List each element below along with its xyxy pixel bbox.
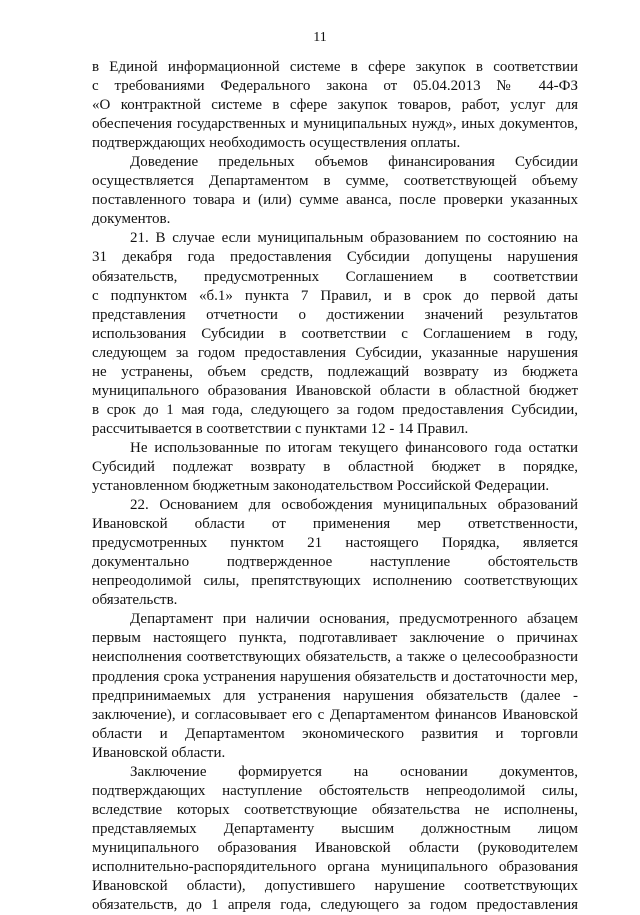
text-line: документов.	[92, 211, 171, 228]
text-line: Ивановской области), допустившего нарушение соответствующих	[92, 878, 578, 895]
text-line: использования Субсидии в соответствии с Соглашением в году,	[92, 325, 578, 342]
paragraph	[92, 58, 578, 153]
paragraph	[92, 610, 578, 762]
text-line: Доведение предельных объемов финансирования Субсидии	[130, 154, 578, 171]
text-line: рассчитывается в соответствии с пунктами 12 - 14 Правил.	[92, 420, 469, 437]
text-line: Ивановской области от применения мер ответственности,	[92, 516, 578, 533]
text-line: представления отчетности о достижении значений результатов	[92, 306, 578, 323]
text-line: обязательств.	[92, 592, 178, 609]
text-line: Ивановской области.	[92, 744, 226, 761]
text-line: муниципального образования Ивановской области в областной бюджет	[92, 382, 578, 399]
text-line: с требованиями Федерального закона от 05.04.2013 № 44-ФЗ	[92, 78, 578, 95]
paragraph	[92, 439, 578, 496]
text-line: непреодолимой силы, препятствующих исполнению соответствующих	[92, 573, 578, 590]
text-line: в срок до 1 мая года, следующего за годом предоставления Субсидии,	[92, 401, 578, 418]
text-line: предусмотренных пунктом 21 настоящего Порядка, является	[92, 535, 578, 552]
page-number: 11	[313, 30, 327, 45]
text-line: Департамент при наличии основания, предусмотренного абзацем	[130, 611, 578, 628]
text-line: не устранены, объем средств, подлежащий возврату из бюджета	[92, 363, 578, 380]
text-line: поставленного товара и (или) сумме аванса, после проверки указанных	[92, 192, 578, 209]
text-line: представляемых Департаменту высшим должностным лицом	[92, 820, 578, 837]
text-line: установленном бюджетным законодательством Российской Федерации.	[92, 478, 550, 495]
text-line: заключение), и согласовывает его с Департаментом финансов Ивановской	[92, 706, 578, 723]
paragraph	[92, 153, 578, 229]
paragraph	[92, 763, 578, 915]
text-line: Не использованные по итогам текущего финансового года остатки	[130, 439, 578, 456]
text-line: муниципального образования Ивановской области (руководителем	[92, 839, 578, 856]
text-line: обязательств, предусмотренных Соглашением в соответствии	[92, 268, 578, 285]
text-line: первым настоящего пункта, подготавливает заключение о причинах	[92, 630, 578, 647]
text-line: подтверждающих необходимость осуществления оплаты.	[92, 135, 461, 152]
text-line: 22. Основанием для освобождения муниципальных образований	[130, 497, 578, 514]
text-line: «О контрактной системе в сфере закупок товаров, работ, услуг для	[92, 97, 578, 114]
text-line: вследствие которых соответствующие обязательства не исполнены,	[92, 801, 578, 818]
text-line: осуществляется Департаментом в сумме, соответствующей объему	[92, 173, 578, 190]
text-line: обязательств, до 1 апреля года, следующего за годом предоставления	[92, 897, 578, 914]
text-line: Заключение формируется на основании документов,	[130, 763, 578, 780]
text-line: обеспечения государственных и муниципальных нужд», иных документов,	[92, 116, 578, 133]
text-line: 31 декабря года предоставления Субсидии допущены нарушения	[92, 249, 578, 266]
paragraph	[92, 229, 578, 439]
text-line: предпринимаемых для устранения нарушения обязательств (далее -	[92, 687, 578, 704]
text-line: подтверждающих наступление обстоятельств непреодолимой силы,	[92, 782, 578, 799]
text-line: неисполнения соответствующих обязательств, а также о целесообразности	[92, 649, 578, 666]
text-line: исполнительно-распорядительного органа муниципального образования	[92, 858, 578, 875]
paragraph	[92, 496, 578, 610]
text-line: в Единой информационной системе в сфере закупок в соответствии	[92, 59, 578, 75]
text-line: следующем за годом предоставления Субсидии, указанные нарушения	[92, 344, 578, 361]
body-text	[92, 58, 578, 915]
text-line: Субсидий подлежат возврату в областной бюджет в порядке,	[92, 458, 578, 475]
text-line: с подпунктом «б.1» пункта 7 Правил, и в срок до первой даты	[92, 287, 578, 304]
text-line: области и Департаментом экономического развития и торговли	[92, 725, 578, 742]
text-line: 21. В случае если муниципальным образованием по состоянию на	[130, 230, 578, 247]
text-line: документально подтвержденное наступление обстоятельств	[92, 554, 578, 571]
text-line: продления срока устранения нарушения обязательств и достаточности мер,	[92, 668, 578, 685]
